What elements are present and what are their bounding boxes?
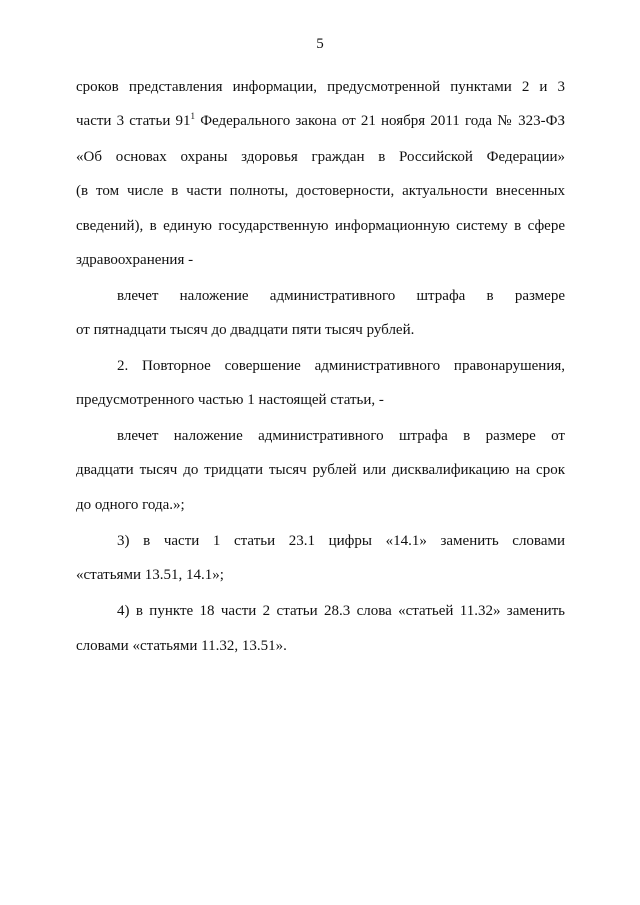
text-line: влечет наложение административного штрафа в размере: [117, 288, 565, 304]
text-line: «Об основах охраны здоровья граждан в Российской Федерации»: [76, 149, 565, 165]
text-line: до одного года.»;: [76, 497, 185, 513]
text-line: 2. Повторное совершение административного правонарушения,: [117, 358, 565, 374]
page-number: 5: [316, 36, 324, 52]
text-line: 3) в части 1 статьи 23.1 цифры «14.1» заменить словами: [117, 533, 565, 549]
text-line: (в том числе в части полноты, достоверности, актуальности внесенных: [76, 183, 565, 199]
text-line: здравоохранения -: [76, 252, 194, 268]
text-line: «статьями 13.51, 14.1»;: [76, 567, 224, 583]
text-line: двадцати тысяч до тридцати тысяч рублей или дисквалификацию на срок: [76, 462, 565, 478]
text-fragment: Федерального закона от 21 ноября 2011 года № 323-ФЗ: [195, 113, 566, 129]
text-line: сведений), в единую государственную информационную систему в сфере: [76, 218, 565, 234]
text-line: влечет наложение административного штрафа в размере от: [117, 428, 565, 444]
text-line: от пятнадцати тысяч до двадцати пяти тысяч рублей.: [76, 322, 415, 338]
text-line: словами «статьями 11.32, 13.51».: [76, 638, 287, 654]
superscript: 1: [190, 111, 196, 121]
text-line: [76, 111, 565, 131]
text-line: сроков представления информации, предусмотренной пунктами 2 и 3: [76, 79, 565, 95]
text-line: 4) в пункте 18 части 2 статьи 28.3 слова «статьей 11.32» заменить: [117, 603, 565, 619]
text-line: предусмотренного частью 1 настоящей статьи, -: [76, 392, 384, 408]
text-fragment: части 3 статьи 91: [76, 113, 191, 129]
